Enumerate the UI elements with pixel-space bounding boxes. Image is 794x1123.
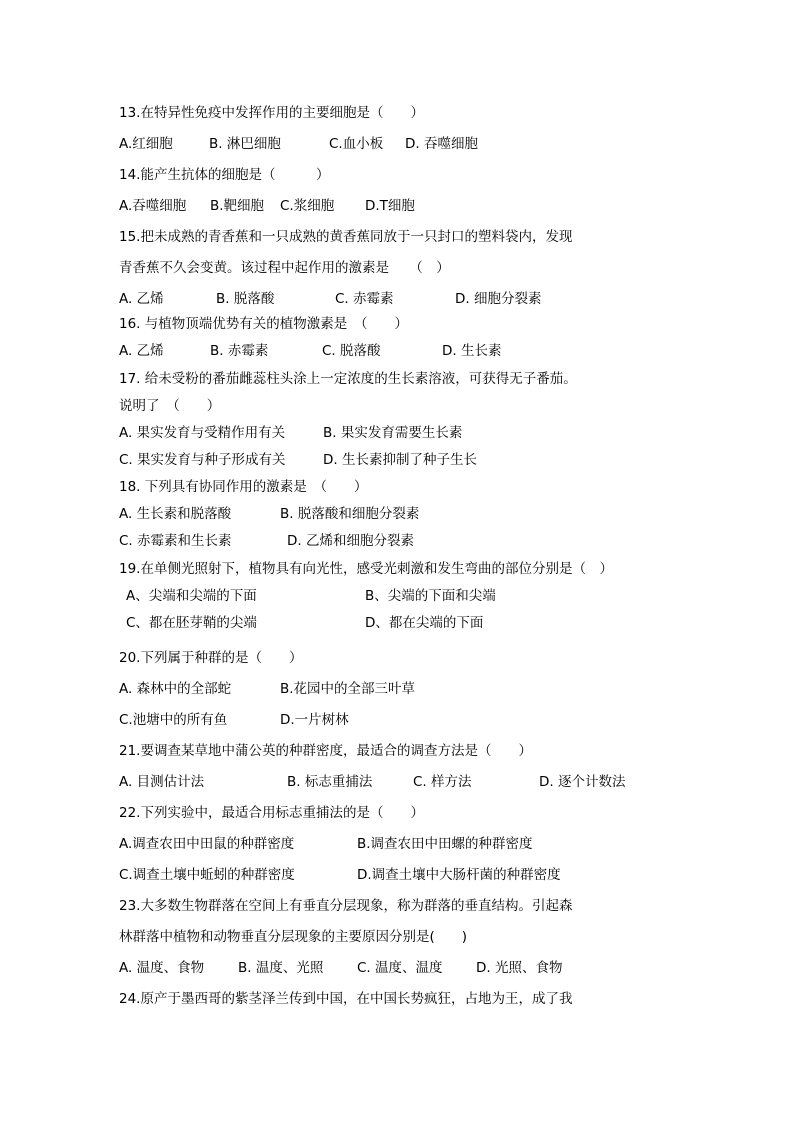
question-16-stem: 16. 与植物顶端优势有关的植物激素是 （ ）: [119, 316, 409, 332]
q22-option-d: D.调查土壤中大肠杆菌的种群密度: [357, 867, 561, 883]
q16-option-c: C. 脱落酸: [322, 343, 381, 359]
q18-option-c: C. 赤霉素和生长素: [119, 533, 232, 549]
q16-option-b: B. 赤霉素: [210, 343, 269, 359]
q21-option-d: D. 逐个计数法: [539, 774, 626, 790]
q19-option-c: C、都在胚芽鞘的尖端: [126, 615, 257, 631]
q17-option-d: D. 生长素抑制了种子生长: [323, 452, 477, 468]
q15-option-c: C. 赤霉素: [335, 291, 394, 307]
question-18-stem: 18. 下列具有协同作用的激素是 （ ）: [119, 479, 368, 495]
question-19-stem: 19.在单侧光照射下，植物具有向光性，感受光刺激和发生弯曲的部位分别是（ ）: [119, 561, 613, 577]
question-20-stem: 20.下列属于种群的是（ ）: [119, 650, 303, 666]
question-15-stem-line1: 15.把未成熟的青香蕉和一只成熟的黄香蕉同放于一只封口的塑料袋内，发现: [119, 229, 573, 245]
q22-option-b: B.调查农田中田螺的种群密度: [357, 836, 533, 852]
q16-option-a: A. 乙烯: [119, 343, 164, 359]
q23-option-c: C. 温度、温度: [357, 960, 443, 976]
q17-option-a: A. 果实发育与受精作用有关: [119, 425, 286, 441]
q15-option-b: B. 脱落酸: [216, 291, 275, 307]
question-15-stem-line2: 青香蕉不久会变黄。该过程中起作用的激素是 （ ）: [119, 260, 450, 276]
q13-option-d: D. 吞噬细胞: [405, 136, 478, 152]
q18-option-b: B. 脱落酸和细胞分裂素: [280, 506, 420, 522]
q23-option-b: B. 温度、光照: [238, 960, 324, 976]
q22-option-c: C.调查土壤中蚯蚓的种群密度: [119, 867, 295, 883]
q13-option-b: B. 淋巴细胞: [209, 136, 281, 152]
question-13-stem: 13.在特异性免疫中发挥作用的主要细胞是（ ）: [119, 105, 424, 121]
q14-option-d: D.T细胞: [365, 198, 415, 214]
q17-option-c: C. 果实发育与种子形成有关: [119, 452, 286, 468]
question-23-stem-line1: 23.大多数生物群落在空间上有垂直分层现象，称为群落的垂直结构。引起森: [119, 898, 573, 914]
question-23-stem-line2: 林群落中植物和动物垂直分层现象的主要原因分别是( ): [119, 929, 468, 945]
q15-option-a: A. 乙烯: [119, 291, 164, 307]
q13-option-c: C.血小板: [329, 136, 384, 152]
q16-option-d: D. 生长素: [442, 343, 502, 359]
q20-option-b: B.花园中的全部三叶草: [280, 681, 416, 697]
q15-option-d: D. 细胞分裂素: [455, 291, 542, 307]
q14-option-b: B.靶细胞: [210, 198, 265, 214]
q19-option-b: B、尖端的下面和尖端: [365, 588, 496, 604]
q22-option-a: A.调查农田中田鼠的种群密度: [119, 836, 295, 852]
q23-option-a: A. 温度、食物: [119, 960, 205, 976]
question-22-stem: 22.下列实验中，最适合用标志重捕法的是（ ）: [119, 805, 424, 821]
q20-option-d: D.一片树林: [280, 712, 349, 728]
q19-option-a: A、尖端和尖端的下面: [126, 588, 257, 604]
q20-option-a: A. 森林中的全部蛇: [119, 681, 232, 697]
q14-option-c: C.浆细胞: [280, 198, 335, 214]
question-14-stem: 14.能产生抗体的细胞是（ ）: [119, 167, 330, 183]
q21-option-a: A. 目测估计法: [119, 774, 205, 790]
q18-option-a: A. 生长素和脱落酸: [119, 506, 232, 522]
question-17-stem-line1: 17. 给未受粉的番茄雌蕊柱头涂上一定浓度的生长素溶液，可获得无子番茄。: [119, 371, 577, 387]
q17-option-b: B. 果实发育需要生长素: [323, 425, 463, 441]
q21-option-b: B. 标志重捕法: [287, 774, 373, 790]
question-21-stem: 21.要调查某草地中蒲公英的种群密度，最适合的调查方法是（ ）: [119, 743, 532, 759]
q23-option-d: D. 光照、食物: [476, 960, 563, 976]
q13-option-a: A.红细胞: [119, 136, 173, 152]
q20-option-c: C.池塘中的所有鱼: [119, 712, 228, 728]
question-24-stem: 24.原产于墨西哥的紫茎泽兰传到中国，在中国长势疯狂，占地为王，成了我: [119, 991, 573, 1007]
q18-option-d: D. 乙烯和细胞分裂素: [287, 533, 414, 549]
q21-option-c: C. 样方法: [413, 774, 472, 790]
question-17-stem-line2: 说明了 （ ）: [119, 398, 221, 414]
q19-option-d: D、都在尖端的下面: [365, 615, 484, 631]
q14-option-a: A.吞噬细胞: [119, 198, 187, 214]
